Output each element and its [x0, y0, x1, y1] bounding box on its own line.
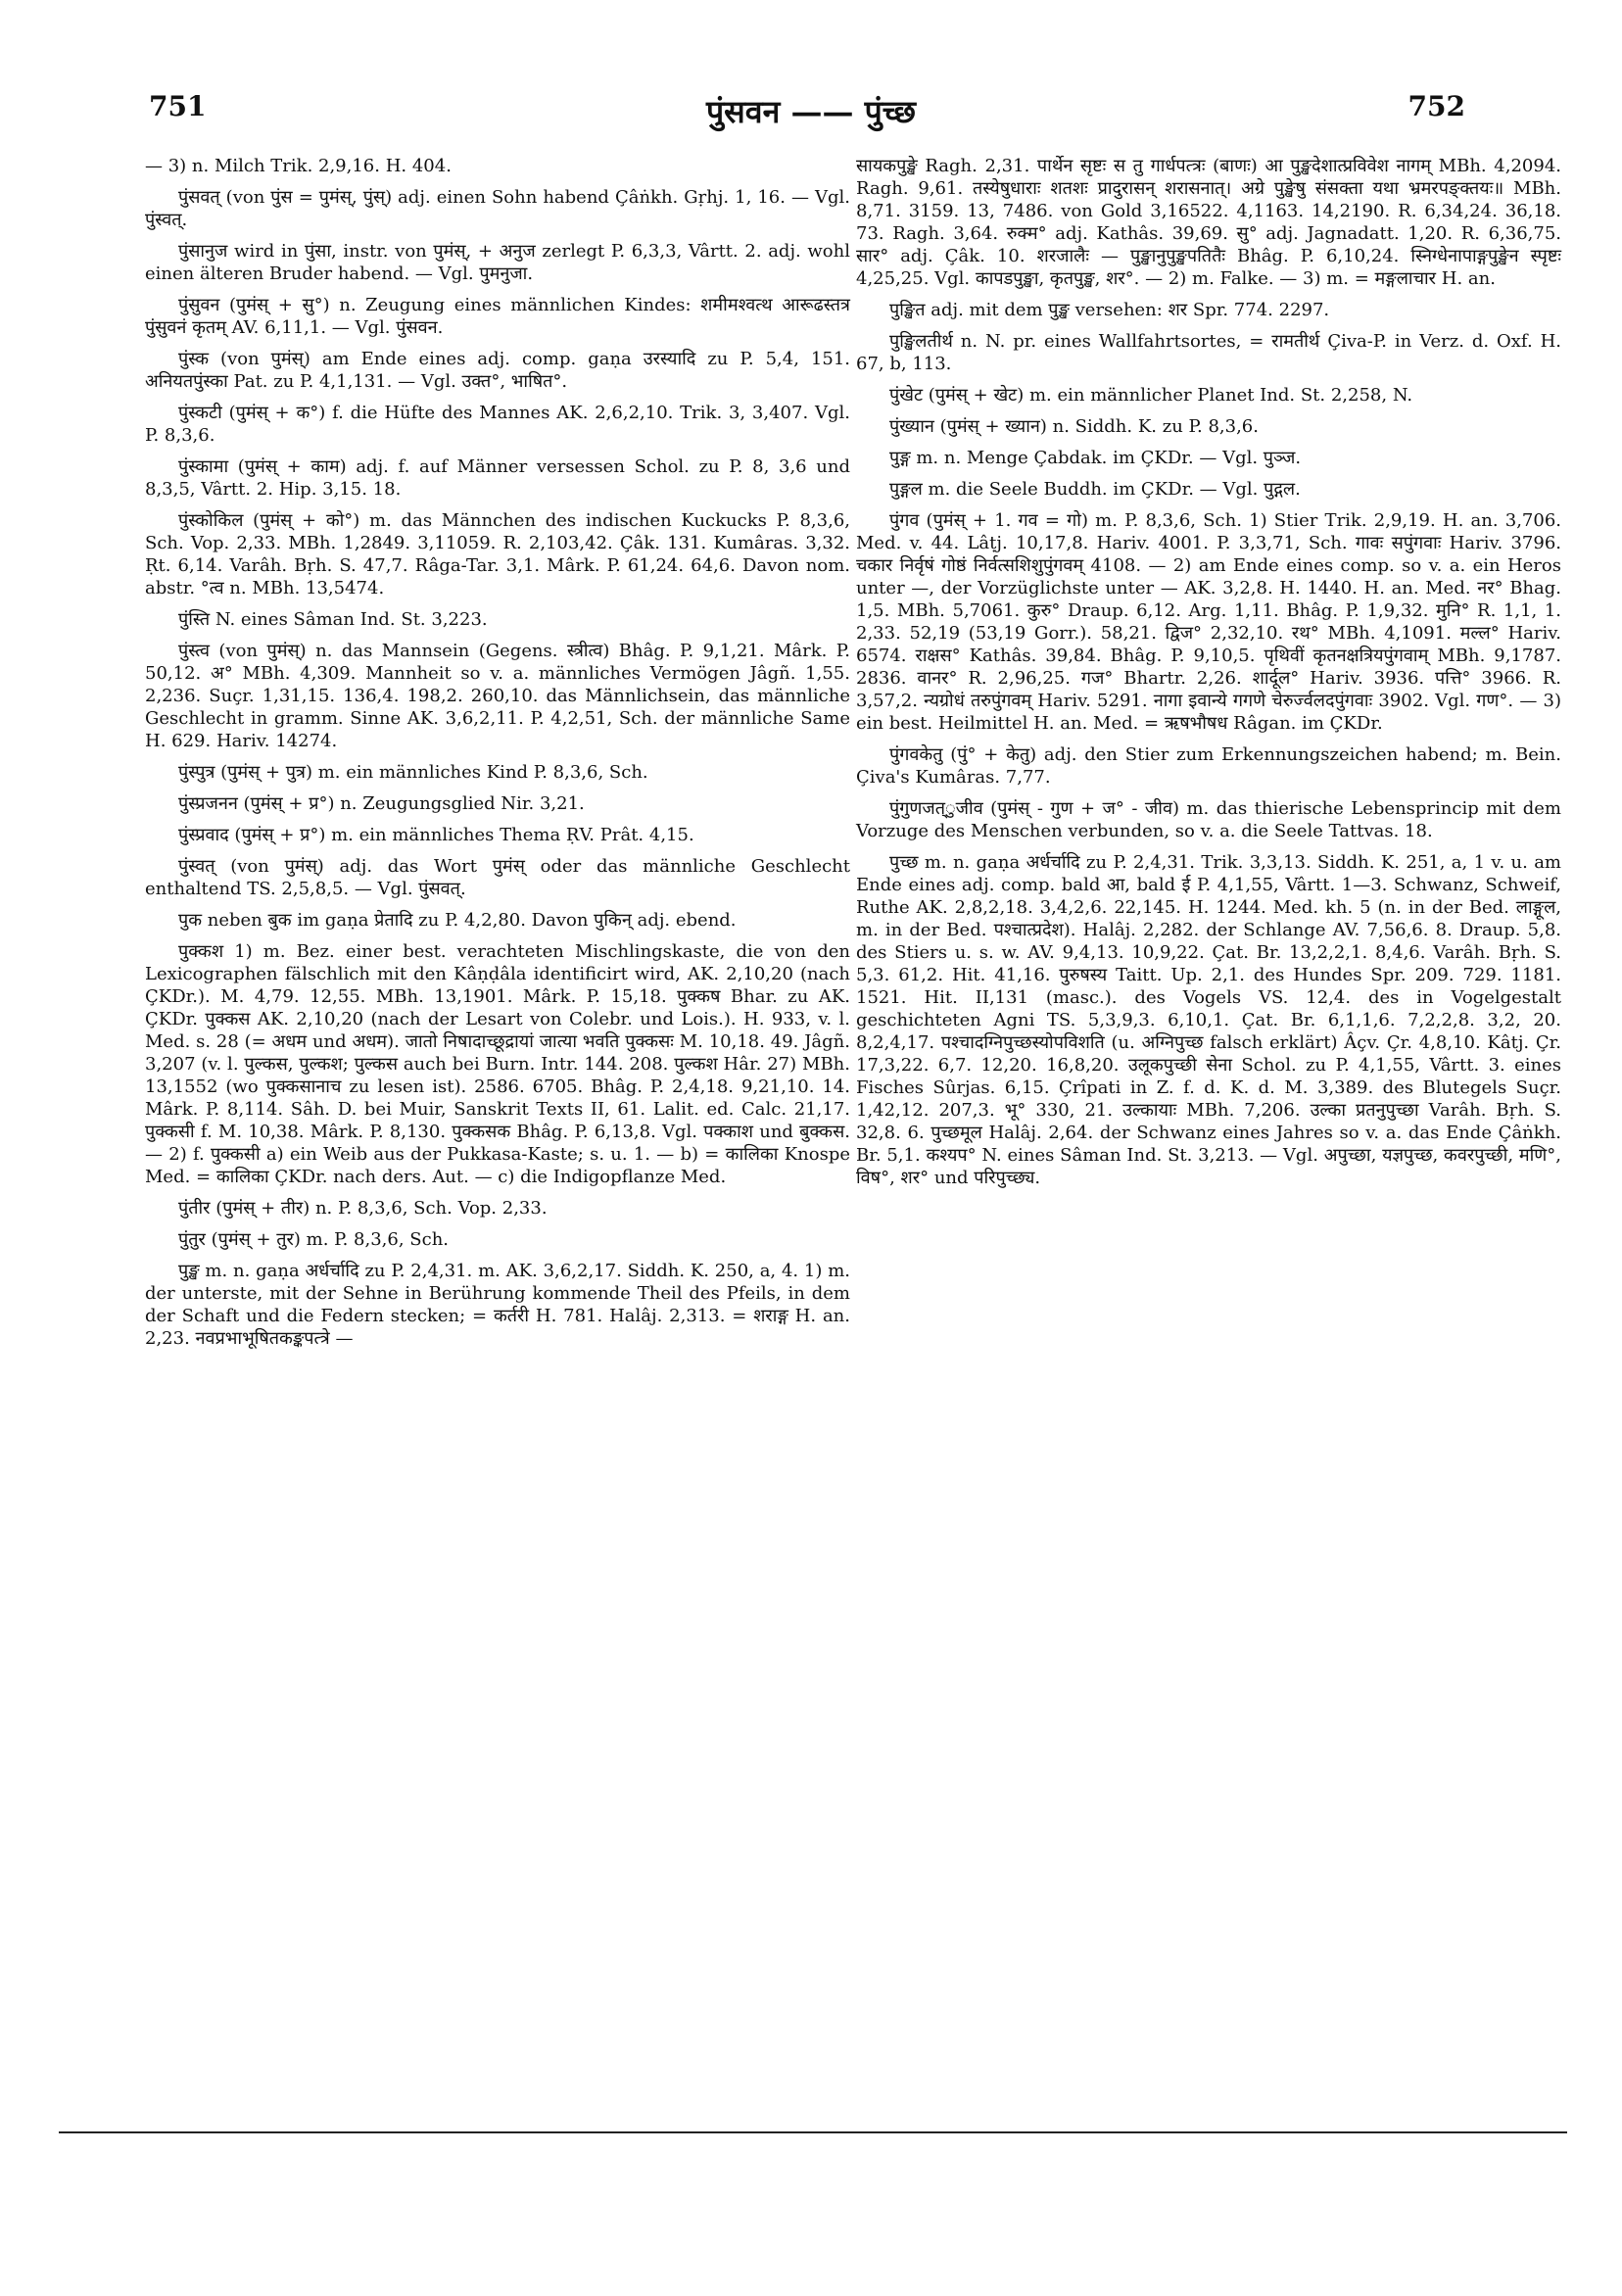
entry: पुंसानुज wird in पुंसा, instr. von पुमंस्, + अनुज zerlegt P. 6,3,3, Vârtt. 2. adj. wohl einen älteren Bruder habend. — Vgl. पुमनुजा.	[145, 241, 850, 284]
entry: पुंस्प्रजनन (पुमंस् + प्र°) n. Zeugungsglied Nir. 3,21.	[178, 793, 585, 814]
page-title: पुंसवन —— पुंच्छ	[705, 93, 917, 130]
entry: पुंस्प्रवाद (पुमंस् + प्र°) m. ein männliches Thema ṚV. Prât. 4,15.	[178, 825, 694, 845]
page-number-left: 751	[149, 90, 207, 122]
entry: पुंस्वत् (von पुमंस्) adj. das Wort पुमंस् oder das männliche Geschlecht enthaltend TS. 2,5,8,5. — Vgl. पुंसवत्.	[145, 856, 850, 899]
entry: पुंखेट (पुमंस् + खेट) m. ein männlicher Planet Ind. St. 2,258, N.	[889, 385, 1413, 406]
entry: पुक neben बुक im gaṇa प्रेतादि zu P. 4,2,80. Davon पुकिन् adj. ebend.	[178, 910, 737, 931]
entry: पुंस्क (von पुमंस्) am Ende eines adj. comp. gaṇa उरस्यादि zu P. 5,4, 151. अनियतपुंस्का Pat. zu P. 4,1,131. — Vgl. उक्त°, भाषित°.	[145, 349, 850, 392]
entry: पुङ्खिलतीर्थ n. N. pr. eines Wallfahrtsortes, = रामतीर्थ Çiva-P. in Verz. d. Oxf. H. 67, b, 113.	[856, 331, 1561, 374]
entry: पुङ्ग m. n. Menge Çabdak. im ÇKDr. — Vgl. पुञ्ज.	[889, 448, 1302, 468]
entry: सायकपुङ्खे Ragh. 2,31. पार्थेन सृष्टः स तु गार्धपत्त्रः (बाणः) आ पुङ्खदेशात्प्रविवेश नागम् MBh. 4,2094. Ragh. 9,61. तस्येषुधाराः शतशः प्रादुरासन् शरासनात्। अग्रे पुङ्खेषु संसक्ता यथा भ्रमरपङ्क्तयः॥ MBh. 8,71. 3159. 13, 7486. von Gold 3,16522. 4,1163. 14,2190. R. 6,34,24. 36,18. 73. Ragh. 3,64. रुक्म° adj. Kathâs. 39,69. सु° adj. Jagnadatt. 1,20. R. 6,36,75. सार° adj. Çâk. 10. शरजालैः — पुङ्खानुपुङ्खपतितैः Bhâg. P. 6,10,24. स्निग्धेनापाङ्गपुङ्खेन स्पृष्टः 4,25,25. Vgl. कापडपुङ्खा, कृतपुङ्ख, शर°. — 2) m. Falke. — 3) m. = मङ्गलाचार H. an.	[856, 156, 1561, 289]
bottom-rule	[59, 2131, 1567, 2133]
entry: पुंतीर (पुमंस् + तीर) n. P. 8,3,6, Sch. Vop. 2,33.	[178, 1198, 548, 1219]
entry: पुंसुवन (पुमंस् + सु°) n. Zeugung eines männlichen Kindes: शमीमश्वत्थ आरूढस्तत्र पुंसुवनं कृतम् AV. 6,11,1. — Vgl. पुंसवन.	[145, 295, 850, 338]
entry: पुंसवत् (von पुंस = पुमंस्, पुंस्) adj. einen Sohn habend Çâṅkh. Gṛhj. 1, 16. — Vgl. पुंस्वत्.	[145, 187, 850, 230]
entry: पुक्कश 1) m. Bez. einer best. verachteten Mischlingskaste, die von den Lexicographen fälschlich mit den Kâṇḍâla identificirt wird, AK. 2,10,20 (nach ÇKDr.). M. 4,79. 12,55. MBh. 13,1901. Mârk. P. 15,18. पुक्कष Bhar. zu AK. ÇKDr. पुक्कस AK. 2,10,20 (nach der Lesart von Colebr. und Lois.). H. 933, v. l. Med. s. 28 (= अधम und अधम). जातो निषादाच्छूद्रायां जात्या भवति पुक्कसः M. 10,18. 49. Jâgñ. 3,207 (v. l. पुल्कस, पुल्कश; पुल्कस auch bei Burn. Intr. 144. 208. पुल्कश Hâr. 27) MBh. 13,1552 (wo पुक्कसानाच zu lesen ist). 2586. 6705. Bhâg. P. 2,4,18. 9,21,10. 14. Mârk. P. 8,114. Sâh. D. bei Muir, Sanskrit Texts II, 61. Lalit. ed. Calc. 21,17. पुक्कसी f. M. 10,38. Mârk. P. 8,130. पुक्कसक Bhâg. P. 6,13,8. Vgl. पक्काश und बुक्कस. — 2) f. पुक्कसी a) ein Weib aus der Pukkasa-Kaste; s. u. 1. — b) = कालिका Knospe Med. = कालिका ÇKDr. nach ders. Aut. — c) die Indigopflanze Med.	[145, 941, 850, 1187]
entry: पुंगुणजत्ुजीव (पुमंस् - गुण + ज° - जीव) m. das thierische Lebensprincip mit dem Vorzuge des Menschen verbunden, so v. a. die Seele Tattvas. 18.	[856, 798, 1561, 841]
entry: पुच्छ m. n. gaṇa अर्धर्चादि zu P. 2,4,31. Trik. 3,3,13. Siddh. K. 251, a, 1 v. u. am Ende eines adj. comp. bald आ, bald ई P. 4,1,55, Vârtt. 1—3. Schwanz, Schweif, Ruthe AK. 2,8,2,18. 3,4,2,6. 22,145. H. 1244. Med. kh. 5 (n. in der Bed. लाङ्गूल, m. in der Bed. पश्चात्प्रदेश). Halâj. 2,282. der Schlange AV. 7,56,6. 8. Draup. 5,8. des Stiers u. s. w. AV. 9,4,13. 10,9,22. Çat. Br. 13,2,2,1. 8,4,6. Varâh. Bṛh. S. 5,3. 61,2. Hit. 41,16. पुरुषस्य Taitt. Up. 2,1. des Hundes Spr. 209. 729. 1181. 1521. Hit. II,131 (masc.). des Vogels VS. 12,4. des in Vogelgestalt geschichteten Agni TS. 5,3,9,3. 6,10,1. Çat. Br. 6,1,1,6. 7,2,2,8. 3,2, 20. 8,2,4,17. पश्चादग्निपुच्छस्योपविशति (u. अग्निपुच्छ falsch erklärt) Âçv. Çr. 4,8,10. Kâtj. Çr. 17,3,22. 6,7. 12,20. 16,8,20. उलूकपुच्छी सेना Schol. zu P. 4,1,55, Vârtt. 3. eines Fisches Sûrjas. 6,15. Çrîpati in Z. f. d. K. d. M. 3,389. des Blutegels Suçr. 1,42,12. 207,3. भू° 330, 21. उल्कायाः MBh. 7,206. उल्का प्रतनुपुच्छा Varâh. Bṛh. S. 32,8. 6. पुच्छमूल Halâj. 2,64. der Schwanz eines Jahres so v. a. das Ende Çâṅkh. Br. 5,1. कश्यप° N. eines Sâman Ind. St. 3,213. — Vgl. अपुच्छा, यज्ञपुच्छ, कवरपुच्छी, मणि°, विष°, शर° und परिपुच्छ्य.	[856, 852, 1561, 1188]
entry: पुंस्कामा (पुमंस् + काम) adj. f. auf Männer versessen Schol. zu P. 8, 3,6 und 8,3,5, Vârtt. 2. Hip. 3,15. 18.	[145, 456, 850, 500]
entry: पुङ्गल m. die Seele Buddh. im ÇKDr. — Vgl. पुद्गल.	[889, 479, 1301, 500]
entry: पुंस्कटी (पुमंस् + क°) f. die Hüfte des Mannes AK. 2,6,2,10. Trik. 3, 3,407. Vgl. P. 8,3,6.	[145, 403, 850, 446]
entry: पुङ्ख m. n. gaṇa अर्धर्चादि zu P. 2,4,31. m. AK. 3,6,2,17. Siddh. K. 250, a, 4. 1) m. der unterste, mit der Sehne in Berührung kommende Theil des Pfeils, in dem der Schaft und die Federn stecken; = कर्तरी H. 781. Halâj. 2,313. = शराङ्ग H. an. 2,23. नवप्रभाभूषितकङ्कपत्त्रे —	[145, 1261, 850, 1349]
left-column	[145, 155, 850, 1359]
right-column	[856, 155, 1561, 1198]
page-number-right: 752	[1407, 90, 1465, 122]
entry: पुंस्ति N. eines Sâman Ind. St. 3,223.	[178, 609, 488, 630]
entry: — 3) n. Milch Trik. 2,9,16. H. 404.	[145, 156, 452, 176]
entry: पुंस्त्व (von पुमंस्) n. das Mannsein (Gegens. स्त्रीत्व) Bhâg. P. 9,1,21. Mârk. P. 50,12. अ° MBh. 4,309. Mannheit so v. a. männliches Vermögen Jâgñ. 1,55. 2,236. Suçr. 1,31,15. 136,4. 198,2. 260,10. das Männlichsein, das männliche Geschlecht in gramm. Sinne AK. 3,6,2,11. P. 4,2,51, Sch. der männliche Same H. 629. Hariv. 14274.	[145, 641, 850, 751]
entry: पुंतुर (पुमंस् + तुर) m. P. 8,3,6, Sch.	[178, 1229, 450, 1250]
entry: पुंगव (पुमंस् + 1. गव = गो) m. P. 8,3,6, Sch. 1) Stier Trik. 2,9,19. H. an. 3,706. Med. v. 44. Lâṭj. 10,17,8. Hariv. 4001. P. 3,3,71, Sch. गावः सपुंगवाः Hariv. 3796. चकार निर्वृषं गोष्ठं निर्वत्सशिशुपुंगवम् 4108. — 2) am Ende eines comp. so v. a. ein Heros unter —, der Vorzüglichste unter — AK. 3,2,8. H. 1440. H. an. Med. नर° Bhag. 1,5. MBh. 5,7061. कुरु° Draup. 6,12. Arg. 1,11. Bhâg. P. 1,9,32. मुनि° R. 1,1, 1. 2,33. 52,19 (53,19 Gorr.). 58,21. द्विज° 2,32,10. रथ° MBh. 4,1091. मल्ल° Hariv. 6574. राक्षस° Kathâs. 39,84. Bhâg. P. 9,10,5. पृथिवीं कृतनक्षत्रियपुंगवाम् MBh. 9,1787. 2836. वानर° R. 2,96,25. गज° Bhartr. 2,26. शार्दूल° Hariv. 3936. पत्ति° 3966. R. 3,57,2. न्यग्रोधं तरुपुंगवम् Hariv. 5291. नागा इवान्ये गगणे चेरुर्ज्वलदपुंगवाः 3902. Vgl. गण°. — 3) ein best. Heilmittel H. an. Med. = ऋषभौषध Râgan. im ÇKDr.	[856, 510, 1561, 734]
entry: पुंख्यान (पुमंस् + ख्यान) n. Siddh. K. zu P. 8,3,6.	[889, 416, 1259, 437]
entry: पुङ्खित adj. mit dem पुङ्ख versehen: शर Spr. 774. 2297.	[889, 300, 1330, 320]
entry: पुंस्पुत्र (पुमंस् + पुत्र) m. ein männliches Kind P. 8,3,6, Sch.	[178, 762, 648, 783]
entry: पुंगवकेतु (पुं° + केतु) adj. den Stier zum Erkennungszeichen habend; m. Bein. Çiva's Kumâras. 7,77.	[856, 744, 1561, 788]
entry: पुंस्कोकिल (पुमंस् + को°) m. das Männchen des indischen Kuckucks P. 8,3,6, Sch. Vop. 2,33. MBh. 1,2849. 3,11059. R. 2,103,42. Çâk. 131. Kumâras. 3,32. Ṛt. 6,14. Varâh. Bṛh. S. 47,7. Râga-Tar. 3,1. Mârk. P. 61,24. 64,6. Davon nom. abstr. °त्व n. MBh. 13,5474.	[145, 510, 850, 598]
